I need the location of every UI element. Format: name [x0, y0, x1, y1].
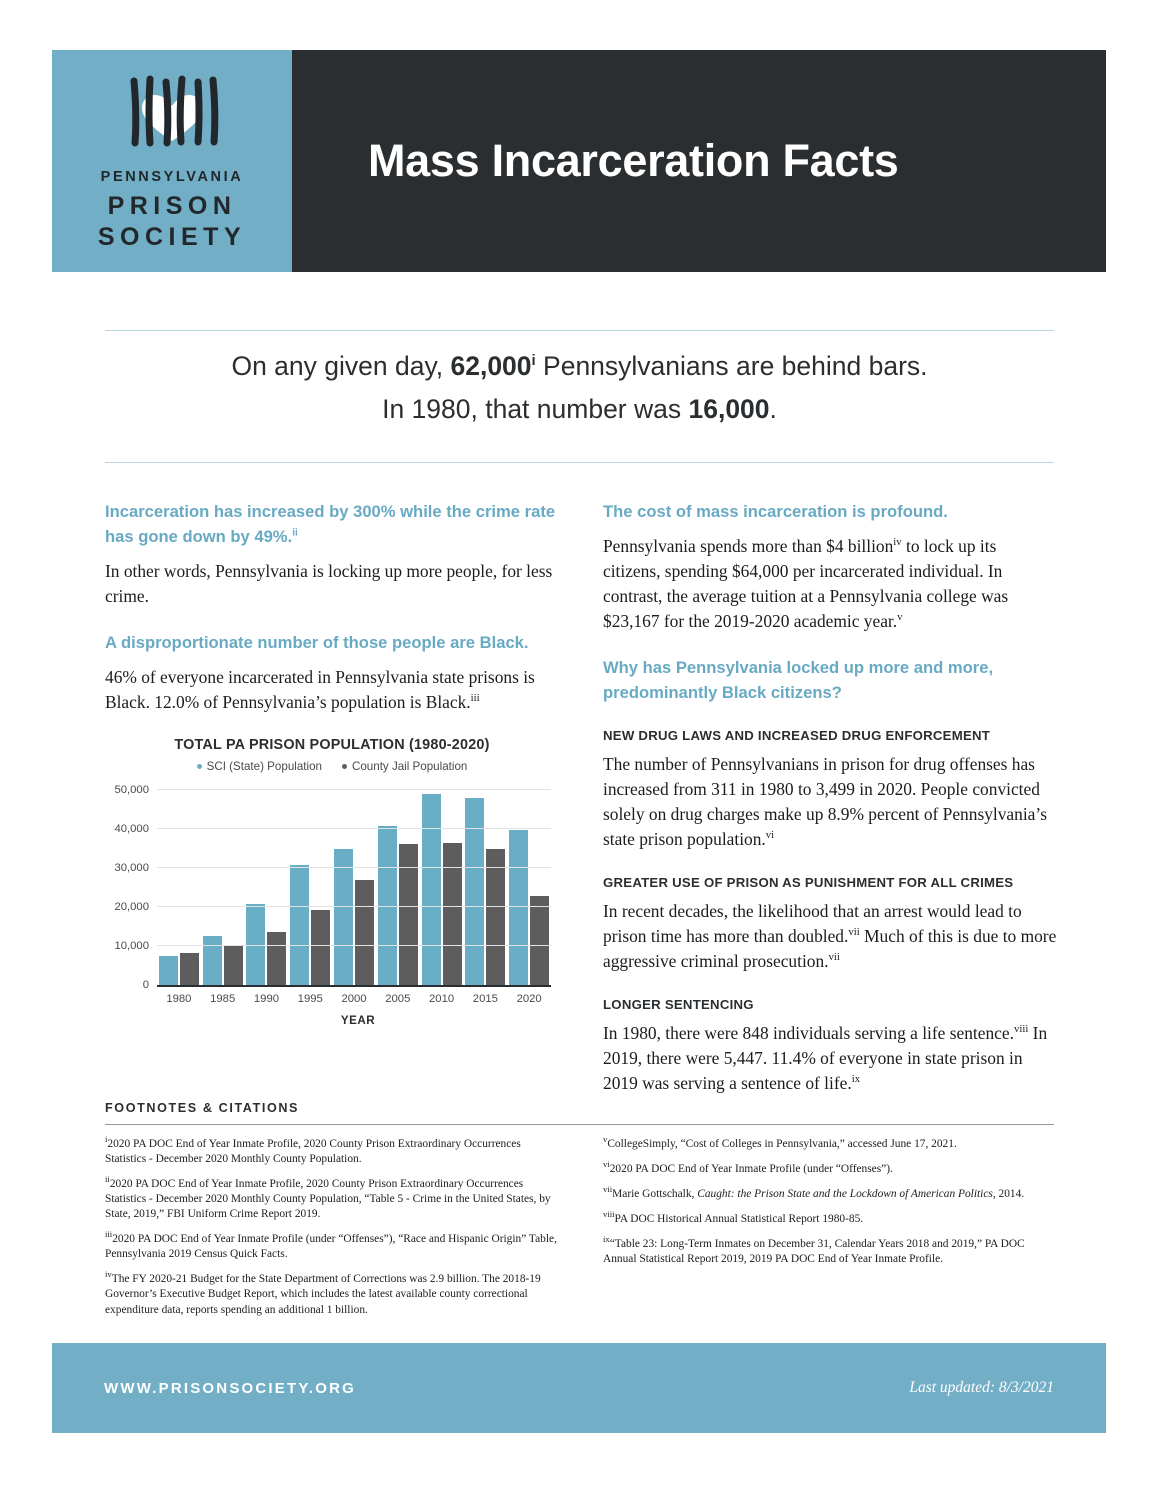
heading-incarceration-increase — [105, 500, 559, 550]
chart-gridline — [157, 945, 551, 946]
subheading-drug-laws: NEW DRUG LAWS AND INCREASED DRUG ENFORCEMENT — [603, 727, 991, 743]
lead-line2-prefix: In 1980, that number was — [382, 393, 689, 424]
footnotes-divider — [105, 1124, 1054, 1125]
subheading-longer-sentencing: LONGER SENTENCING — [603, 996, 754, 1012]
heading-disproportionate-black: A disproportionate number of those people are Black. — [105, 632, 529, 652]
chart-y-tick-label: 50,000 — [114, 783, 149, 796]
footnotes-left-column — [105, 1134, 559, 1325]
chart-x-tick-label: 2000 — [341, 992, 367, 1005]
footnote-text: 2020 PA DOC End of Year Inmate Profile (under “Offenses”), “Race and Hispanic Origin” Table, Pennsylvania 2019 Census Quick Facts. — [105, 1233, 557, 1261]
footnote-item — [105, 1269, 559, 1317]
lead-line2-suffix: . — [769, 393, 777, 424]
chart-bar-jail — [530, 896, 549, 985]
content-columns — [105, 500, 1057, 1118]
footer-last-updated: Last updated: 8/3/2021 — [909, 1379, 1054, 1396]
lead-stat-16000: 16,000 — [688, 393, 770, 424]
chart-bar-group — [507, 782, 551, 985]
chart-bar-sci — [334, 849, 353, 985]
paragraph-cost — [603, 534, 1057, 634]
chart-x-axis — [157, 993, 551, 1005]
footnote-text: PA DOC Historical Annual Statistical Report 1980-85. — [614, 1212, 864, 1225]
footnote-ref-iii: iii — [470, 692, 480, 705]
paragraph-black-population-text: 46% of everyone incarcerated in Pennsylvania state prisons is Black. 12.0% of Pennsylvania’s population is Black. — [105, 666, 535, 712]
lead-stat-62000: 62,000 — [450, 351, 532, 381]
logo-text-society: SOCIETY — [97, 223, 247, 251]
chart-x-tick-label: 1985 — [210, 992, 236, 1005]
chart-title: TOTAL PA PRISON POPULATION (1980-2020) — [174, 736, 490, 753]
footnote-item — [105, 1174, 559, 1222]
paragraph-life-part-b: In 2019, there were 5,447. 11.4% of everyone in state prison in 2019 was serving a sentence of life. — [603, 1022, 1048, 1093]
left-column — [105, 500, 559, 1118]
chart-legend-item — [197, 760, 322, 773]
chart-bar-jail — [486, 849, 505, 984]
footnote-marker: v — [603, 1134, 608, 1144]
chart-bar-group — [157, 782, 201, 985]
chart-bar-jail — [399, 844, 418, 985]
footnote-text: The FY 2020-21 Budget for the State Department of Corrections was 2.9 billion. The 2018-19 Governor’s Executive Budget Report, which includes the latest available county correctional expenditure data, reports spending an additional 1 billion. — [105, 1273, 541, 1316]
footnote-text: CollegeSimply, “Cost of Colleges in Pennsylvania,” accessed June 17, 2021. — [607, 1137, 957, 1150]
paragraph-life-sentences — [603, 1021, 1057, 1096]
logo-text-pennsylvania: PENNSYLVANIA — [100, 168, 244, 185]
paragraph-less-crime: In other words, Pennsylvania is locking up more people, for less crime. — [105, 560, 553, 606]
chart-bar-group — [463, 782, 507, 985]
paragraph-drug-offenses — [603, 752, 1057, 852]
footnotes-right-column — [603, 1134, 1057, 1325]
logo-text-prison: PRISON — [107, 191, 237, 220]
chart-y-tick-label: 10,000 — [114, 939, 149, 952]
footer-website-url[interactable]: WWW.PRISONSOCIETY.ORG — [104, 1379, 357, 1397]
footnote-text: 2020 PA DOC End of Year Inmate Profile (under “Offenses”). — [609, 1162, 893, 1175]
paragraph-drug-offenses-text: The number of Pennsylvanians in prison for drug offenses has increased from 311 in 1980 to 3,499 in 2020. People convicted solely on drug charges make up 8.9% percent of Pennsylvania’s state prison population. — [603, 753, 1047, 849]
footnote-marker: iii — [105, 1229, 113, 1240]
footnote-text: 2020 PA DOC End of Year Inmate Profile, 2020 County Prison Extraordinary Occurrences Statistics - December 2020 Monthly County Population, “Table 5 - Crime in the United States, by State, 2019,” FBI Uniform Crime Report 2019. — [105, 1177, 551, 1221]
lead-line1-prefix: On any given day, — [231, 351, 451, 381]
lead-statement — [105, 345, 1054, 431]
footnote-marker: iv — [105, 1269, 112, 1280]
chart-bar-jail — [443, 843, 462, 985]
chart-bar-group — [420, 782, 464, 985]
chart-x-tick-label: 2010 — [429, 992, 455, 1005]
heading-incarceration-increase-text: Incarceration has increased by 300% while the crime rate has gone down by 49%. — [105, 502, 556, 546]
footnote-marker: viii — [603, 1208, 615, 1219]
footnote-text: , 2014. — [992, 1187, 1025, 1200]
paragraph-black-population — [105, 665, 559, 715]
paragraph-arrest-prison-time — [603, 899, 1057, 974]
footnote-item — [105, 1229, 559, 1262]
footnote-item — [603, 1184, 1057, 1202]
lead-line1-suffix: Pennsylvanians are behind bars. — [535, 351, 928, 381]
paragraph-life-part-a: In 1980, there were 848 individuals serving a life sentence. — [603, 1022, 1014, 1043]
footnote-title-italic: Caught: the Prison State and the Lockdown of American Politics — [697, 1187, 993, 1200]
lead-footnote-ref-i: i — [531, 353, 536, 370]
footnote-marker: vi — [603, 1158, 610, 1169]
prison-population-chart — [105, 737, 559, 1027]
chart-bar-group — [245, 782, 289, 985]
footnote-marker: ix — [603, 1233, 610, 1244]
chart-gridline — [157, 789, 551, 790]
chart-x-tick-label: 2005 — [385, 992, 411, 1005]
chart-x-tick-label: 1990 — [253, 992, 280, 1005]
footnotes-heading: FOOTNOTES & CITATIONS — [105, 1101, 300, 1115]
footnote-ref-vii-b: vii — [828, 950, 840, 963]
legend-dot-icon — [197, 764, 202, 769]
chart-y-tick-label: 0 — [142, 978, 149, 991]
chart-plot-area — [114, 782, 551, 991]
chart-bar-group — [376, 782, 420, 985]
chart-bar-sci — [465, 798, 484, 985]
chart-gridline — [157, 828, 551, 829]
page-header — [52, 50, 1106, 272]
footnote-text: 2020 PA DOC End of Year Inmate Profile, 2020 County Prison Extraordinary Occurrences Statistics - December 2020 Monthly County Population. — [105, 1137, 521, 1165]
divider-bottom — [105, 462, 1054, 463]
divider-top — [105, 330, 1054, 331]
footnote-ref-vi: vi — [765, 829, 775, 842]
chart-y-tick-label: 20,000 — [114, 900, 149, 913]
footnote-marker: i — [105, 1134, 108, 1144]
chart-y-tick-label: 30,000 — [114, 861, 149, 874]
chart-bar-jail — [180, 953, 199, 985]
chart-x-tick-label: 1995 — [297, 992, 323, 1005]
footnote-marker: ii — [105, 1174, 110, 1185]
chart-bar-jail — [311, 910, 330, 985]
chart-y-tick-label: 40,000 — [114, 822, 149, 835]
chart-bar-jail — [224, 946, 243, 985]
chart-bar-group — [201, 782, 245, 985]
footnote-ref-viii: viii — [1013, 1022, 1029, 1035]
footnote-text: Marie Gottschalk, — [612, 1187, 698, 1200]
chart-legend-label: County Jail Population — [351, 759, 468, 773]
paragraph-cost-part-a: Pennsylvania spends more than $4 billion — [603, 535, 894, 556]
footnote-item — [603, 1159, 1057, 1177]
chart-bar-sci — [422, 794, 441, 985]
chart-gridline — [157, 906, 551, 907]
lead-line-1 — [105, 345, 1054, 388]
footnote-ref-iv: iv — [893, 536, 902, 549]
chart-x-tick-label: 2020 — [516, 992, 542, 1005]
chart-bar-sci — [509, 830, 528, 985]
footnote-marker: vii — [603, 1183, 613, 1194]
page-footer — [52, 1343, 1106, 1433]
page-title: Mass Incarceration Facts — [368, 135, 899, 186]
chart-legend-item — [342, 760, 467, 773]
spacer — [603, 715, 1057, 727]
heading-why-locked-up: Why has Pennsylvania locked up more and more, predominantly Black citizens? — [603, 658, 994, 703]
chart-legend — [105, 760, 559, 773]
chart-x-tick-label: 2015 — [472, 992, 498, 1005]
organization-logo — [52, 50, 292, 272]
footnote-item — [105, 1134, 559, 1167]
paragraph-arrest-part-b: Much of this is due to more aggressive criminal prosecution. — [603, 925, 1057, 971]
footnote-text: “Table 23: Long-Term Inmates on December 31, Calendar Years 2018 and 2019,” PA DOC Annual Statistical Report 2019, 2019 PA DOC End of Year Inmate Profile. — [603, 1237, 1025, 1265]
footnote-ref-v: v — [897, 611, 903, 624]
chart-bar-sci — [159, 956, 178, 985]
chart-bar-group — [332, 782, 376, 985]
lead-line-2 — [105, 388, 1054, 431]
chart-bar-jail — [267, 932, 286, 985]
footnote-ref-ix: ix — [851, 1072, 861, 1085]
chart-bar-jail — [355, 880, 374, 985]
chart-bar-sci — [203, 936, 222, 985]
chart-bars — [157, 782, 551, 985]
paragraph-arrest-part-a: In recent decades, the likelihood that an arrest would lead to prison time has more than doubled. — [603, 900, 1022, 946]
chart-x-axis-label: YEAR — [340, 1013, 376, 1027]
footnote-item — [603, 1234, 1057, 1267]
chart-gridline — [157, 867, 551, 868]
footnote-item — [603, 1209, 1057, 1227]
title-banner — [292, 50, 1106, 272]
prison-bars-heart-icon — [112, 75, 232, 153]
footnote-ref-ii: ii — [292, 527, 298, 539]
footnote-ref-vii-a: vii — [848, 925, 860, 938]
footnotes-section — [105, 1134, 1057, 1325]
heading-cost-profound: The cost of mass incarceration is profound. — [603, 502, 948, 521]
paragraph-cost-part-b: to lock up its citizens, spending $64,000 per incarcerated individual. In contrast, the average tuition at a Pennsylvania college was $23,167 for the 2019-2020 academic year. — [603, 535, 1009, 632]
chart-x-tick-label: 1980 — [166, 992, 192, 1005]
right-column — [603, 500, 1057, 1118]
footnote-item — [603, 1134, 1057, 1152]
legend-dot-icon — [342, 764, 347, 769]
chart-bar-group — [288, 782, 332, 985]
subheading-greater-use-prison: GREATER USE OF PRISON AS PUNISHMENT FOR ALL CRIMES — [603, 874, 1014, 890]
chart-legend-label: SCI (State) Population — [206, 759, 322, 773]
chart-bar-sci — [290, 865, 309, 984]
